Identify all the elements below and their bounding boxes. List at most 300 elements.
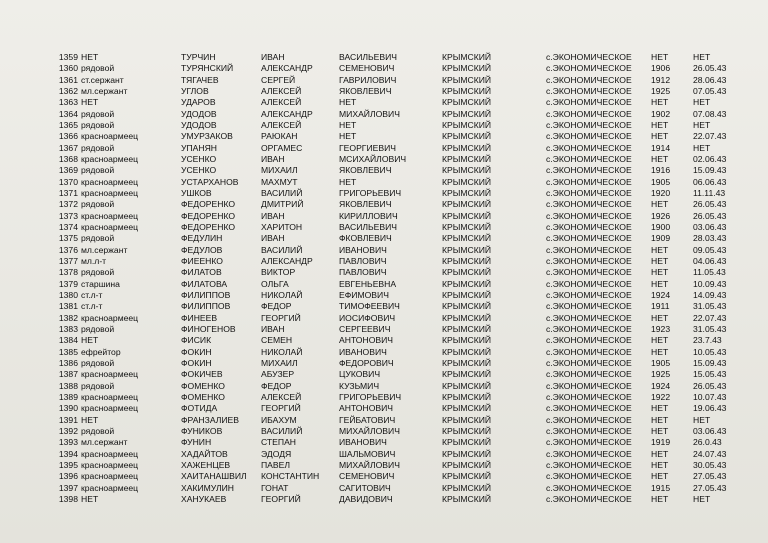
row-number: 1372 [58, 199, 78, 210]
birth-year: 1905 [651, 357, 671, 368]
village: с.ЭКОНОМИЧЕСКОЕ [546, 448, 632, 459]
list-row [0, 449, 768, 460]
surname: ФОТИДА [181, 403, 218, 414]
first-name: НИКОЛАЙ [261, 346, 303, 357]
date: 15.09.43 [693, 357, 727, 368]
birth-year: НЕТ [651, 346, 669, 357]
list-row [0, 347, 768, 358]
rank: рядовой [81, 357, 115, 368]
village: с.ЭКОНОМИЧЕСКОЕ [546, 346, 632, 357]
village: с.ЭКОНОМИЧЕСКОЕ [546, 120, 632, 130]
patronymic: ФЕДОРОВИЧ [339, 357, 394, 368]
list-row [0, 335, 768, 346]
village: с.ЭКОНОМИЧЕСКОЕ [546, 176, 632, 187]
row-number: 1359 [58, 52, 78, 62]
first-name: ИВАН [261, 154, 285, 164]
rank: красноармеец [81, 369, 139, 380]
row-number: 1382 [58, 312, 78, 323]
birth-year: 1914 [651, 142, 671, 153]
surname: УПАНЯН [181, 142, 217, 153]
date: 22.07.43 [693, 312, 727, 323]
rank: ст.л-т [81, 301, 103, 312]
village: с.ЭКОНОМИЧЕСКОЕ [546, 278, 632, 289]
surname: ФЕДОРЕНКО [181, 210, 236, 221]
rank: рядовой [81, 63, 115, 74]
village: с.ЭКОНОМИЧЕСКОЕ [546, 301, 632, 312]
rank: красноармеец [81, 403, 139, 414]
patronymic: ГРИГОРЬЕВИЧ [339, 391, 402, 402]
patronymic: ГЕЙБАТОВИЧ [339, 414, 396, 425]
rank: красноармеец [81, 154, 139, 164]
first-name: АЛЕКСАНДР [261, 255, 313, 266]
date: 30.05.43 [693, 459, 727, 470]
date: 28.03.43 [693, 233, 727, 244]
first-name: МИХАИЛ [261, 357, 298, 368]
birth-year: НЕТ [651, 278, 669, 289]
district: КРЫМСКИЙ [442, 97, 492, 108]
first-name: ДМИТРИЙ [261, 199, 304, 210]
rank: красноармеец [81, 471, 139, 482]
patronymic: МИХАЙЛОВИЧ [339, 108, 400, 119]
row-number: 1375 [58, 233, 78, 244]
list-row [0, 301, 768, 312]
patronymic: ГАВРИЛОВИЧ [339, 74, 397, 85]
patronymic: ИВАНОВИЧ [339, 244, 387, 255]
district: КРЫМСКИЙ [442, 459, 492, 470]
village: с.ЭКОНОМИЧЕСКОЕ [546, 154, 632, 164]
birth-year: НЕТ [651, 154, 669, 164]
date: 26.05.43 [693, 63, 727, 74]
surname: ФУНИКОВ [181, 425, 223, 436]
row-number: 1376 [58, 244, 78, 255]
village: с.ЭКОНОМИЧЕСКОЕ [546, 210, 632, 221]
village: с.ЭКОНОМИЧЕСКОЕ [546, 425, 632, 436]
first-name: ИВАН [261, 233, 285, 244]
date: 04.06.43 [693, 255, 727, 266]
rank: красноармеец [81, 459, 139, 470]
district: КРЫМСКИЙ [442, 108, 492, 119]
rank: рядовой [81, 323, 115, 334]
first-name: ИВАН [261, 52, 285, 62]
row-number: 1369 [58, 165, 78, 176]
first-name: ИВАН [261, 210, 285, 221]
row-number: 1397 [58, 482, 78, 493]
date: 23.7.43 [693, 335, 722, 346]
row-number: 1361 [58, 74, 78, 85]
village: с.ЭКОНОМИЧЕСКОЕ [546, 244, 632, 255]
surname: УСЕНКО [181, 154, 217, 164]
patronymic: ЯКОВЛЕВИЧ [339, 199, 392, 210]
village: с.ЭКОНОМИЧЕСКОЕ [546, 289, 632, 300]
district: КРЫМСКИЙ [442, 176, 492, 187]
patronymic: ЦУКОВИЧ [339, 369, 381, 380]
list-row [0, 415, 768, 426]
list-row [0, 188, 768, 199]
patronymic: ЕВГЕНЬЕВНА [339, 278, 397, 289]
patronymic: КУЗЬМИЧ [339, 380, 380, 391]
first-name: ИВАН [261, 323, 285, 334]
district: КРЫМСКИЙ [442, 199, 492, 210]
surname: ФИНЕЕВ [181, 312, 218, 323]
rank: красноармеец [81, 210, 139, 221]
rank: рядовой [81, 267, 115, 278]
district: КРЫМСКИЙ [442, 210, 492, 221]
patronymic: ШАЛЬМОВИЧ [339, 448, 396, 459]
surname: УСТАРХАНОВ [181, 176, 239, 187]
row-number: 1374 [58, 221, 78, 232]
surname: ХАЖЕНЦЕВ [181, 459, 231, 470]
first-name: АЛЕКСЕЙ [261, 86, 302, 96]
patronymic: ИВАНОВИЧ [339, 437, 387, 448]
district: КРЫМСКИЙ [442, 267, 492, 278]
district: КРЫМСКИЙ [442, 312, 492, 323]
row-number: 1388 [58, 380, 78, 391]
first-name: ИБАХУМ [261, 414, 297, 425]
first-name: ВАСИЛИЙ [261, 188, 303, 198]
first-name: НИКОЛАЙ [261, 289, 303, 300]
birth-year: НЕТ [651, 131, 669, 142]
district: КРЫМСКИЙ [442, 278, 492, 289]
surname: ФЕДОРЕНКО [181, 199, 236, 210]
rank: мл.сержант [81, 437, 128, 448]
birth-year: 1912 [651, 74, 671, 85]
rank: красноармеец [81, 221, 139, 232]
birth-year: 1924 [651, 289, 671, 300]
patronymic: НЕТ [339, 176, 357, 187]
district: КРЫМСКИЙ [442, 165, 492, 176]
birth-year: 1925 [651, 86, 671, 96]
patronymic: ВАСИЛЬЕВИЧ [339, 221, 398, 232]
row-number: 1362 [58, 86, 78, 96]
village: с.ЭКОНОМИЧЕСКОЕ [546, 323, 632, 334]
village: с.ЭКОНОМИЧЕСКОЕ [546, 63, 632, 74]
rank: красноармеец [81, 176, 139, 187]
birth-year: 1905 [651, 176, 671, 187]
patronymic: МИХАЙЛОВИЧ [339, 425, 400, 436]
list-row [0, 245, 768, 256]
village: с.ЭКОНОМИЧЕСКОЕ [546, 255, 632, 266]
row-number: 1365 [58, 120, 78, 130]
birth-year: НЕТ [651, 471, 669, 482]
district: КРЫМСКИЙ [442, 380, 492, 391]
rank: красноармеец [81, 312, 139, 323]
rank: ст.сержант [81, 74, 124, 85]
row-number: 1367 [58, 142, 78, 153]
patronymic: КИРИЛЛОВИЧ [339, 210, 398, 221]
village: с.ЭКОНОМИЧЕСКОЕ [546, 369, 632, 380]
rank: НЕТ [81, 414, 99, 425]
rank: рядовой [81, 199, 115, 210]
list-row [0, 177, 768, 188]
rank: рядовой [81, 380, 115, 391]
list-row [0, 165, 768, 176]
list-row [0, 63, 768, 74]
village: с.ЭКОНОМИЧЕСКОЕ [546, 335, 632, 346]
village: с.ЭКОНОМИЧЕСКОЕ [546, 52, 632, 62]
rank: рядовой [81, 425, 115, 436]
list-row [0, 120, 768, 131]
list-row [0, 154, 768, 165]
village: с.ЭКОНОМИЧЕСКОЕ [546, 312, 632, 323]
surname: УДАРОВ [181, 97, 216, 108]
district: КРЫМСКИЙ [442, 493, 492, 504]
surname: УМУРЗАКОВ [181, 131, 233, 142]
row-number: 1384 [58, 335, 78, 346]
first-name: ВИКТОР [261, 267, 296, 278]
date: 31.05.43 [693, 323, 727, 334]
surname: УДОДОВ [181, 108, 217, 119]
birth-year: НЕТ [651, 267, 669, 278]
date: 26.05.43 [693, 210, 727, 221]
district: КРЫМСКИЙ [442, 131, 492, 142]
list-row [0, 403, 768, 414]
birth-year: НЕТ [651, 448, 669, 459]
birth-year: НЕТ [651, 403, 669, 414]
district: КРЫМСКИЙ [442, 335, 492, 346]
list-row [0, 233, 768, 244]
date: 02.06.43 [693, 154, 727, 164]
surname: ФОКИН [181, 346, 212, 357]
surname: ТУРЧИН [181, 52, 216, 62]
patronymic: СЕМЕНОВИЧ [339, 471, 395, 482]
list-row [0, 75, 768, 86]
date: 09.05.43 [693, 244, 727, 255]
list-row [0, 86, 768, 97]
date: 15.05.43 [693, 369, 727, 380]
date: НЕТ [693, 120, 711, 130]
first-name: СТЕПАН [261, 437, 297, 448]
patronymic: ВАСИЛЬЕВИЧ [339, 52, 398, 62]
date: 22.07.43 [693, 131, 727, 142]
village: с.ЭКОНОМИЧЕСКОЕ [546, 482, 632, 493]
row-number: 1381 [58, 301, 78, 312]
list-row [0, 256, 768, 267]
first-name: РАЮКАН [261, 131, 298, 142]
first-name: ЭДОДЯ [261, 448, 292, 459]
list-row [0, 199, 768, 210]
birth-year: 1915 [651, 482, 671, 493]
row-number: 1395 [58, 459, 78, 470]
surname: ФЕДОРЕНКО [181, 221, 236, 232]
list-row [0, 437, 768, 448]
date: 15.09.43 [693, 165, 727, 176]
birth-year: 1922 [651, 391, 671, 402]
district: КРЫМСКИЙ [442, 63, 492, 74]
birth-year: 1923 [651, 323, 671, 334]
list-row [0, 313, 768, 324]
surname: ФОМЕНКО [181, 380, 225, 391]
village: с.ЭКОНОМИЧЕСКОЕ [546, 97, 632, 108]
district: КРЫМСКИЙ [442, 425, 492, 436]
birth-year: 1919 [651, 437, 671, 448]
date: 11.11.43 [693, 188, 726, 198]
surname: ТЯГАЧЕВ [181, 74, 219, 85]
surname: ФОКИН [181, 357, 212, 368]
birth-year: НЕТ [651, 97, 669, 108]
surname: УСЕНКО [181, 165, 217, 176]
surname: ФИЛИППОВ [181, 301, 231, 312]
rank: НЕТ [81, 335, 99, 346]
rank: рядовой [81, 120, 115, 130]
village: с.ЭКОНОМИЧЕСКОЕ [546, 493, 632, 504]
district: КРЫМСКИЙ [442, 154, 492, 164]
date: НЕТ [693, 52, 711, 62]
date: 03.06.43 [693, 221, 727, 232]
patronymic: СЕРГЕЕВИЧ [339, 323, 391, 334]
row-number: 1379 [58, 278, 78, 289]
district: КРЫМСКИЙ [442, 188, 492, 198]
village: с.ЭКОНОМИЧЕСКОЕ [546, 188, 632, 198]
date: 26.05.43 [693, 380, 727, 391]
patronymic: СЕМЕНОВИЧ [339, 63, 395, 74]
row-number: 1368 [58, 154, 78, 164]
list-row [0, 426, 768, 437]
date: 06.06.43 [693, 176, 727, 187]
birth-year: НЕТ [651, 459, 669, 470]
first-name: АЛЕКСЕЙ [261, 120, 302, 130]
list-row [0, 97, 768, 108]
district: КРЫМСКИЙ [442, 403, 492, 414]
list-row [0, 279, 768, 290]
birth-year: НЕТ [651, 199, 669, 210]
surname: ФИЛАТОВ [181, 267, 222, 278]
first-name: АЛЕКСЕЙ [261, 391, 302, 402]
village: с.ЭКОНОМИЧЕСКОЕ [546, 108, 632, 119]
birth-year: 1900 [651, 221, 671, 232]
surname: ХАНУКАЕВ [181, 493, 227, 504]
birth-year: НЕТ [651, 425, 669, 436]
district: КРЫМСКИЙ [442, 471, 492, 482]
row-number: 1383 [58, 323, 78, 334]
village: с.ЭКОНОМИЧЕСКОЕ [546, 199, 632, 210]
surname: ФИНОГЕНОВ [181, 323, 236, 334]
rank: красноармеец [81, 131, 139, 142]
district: КРЫМСКИЙ [442, 369, 492, 380]
district: КРЫМСКИЙ [442, 301, 492, 312]
row-number: 1370 [58, 176, 78, 187]
village: с.ЭКОНОМИЧЕСКОЕ [546, 267, 632, 278]
surname: ФОКИЧЕВ [181, 369, 223, 380]
patronymic: ПАВЛОВИЧ [339, 255, 387, 266]
village: с.ЭКОНОМИЧЕСКОЕ [546, 459, 632, 470]
first-name: АЛЕКСАНДР [261, 63, 313, 74]
date: 07.05.43 [693, 86, 727, 96]
patronymic: НЕТ [339, 120, 357, 130]
district: КРЫМСКИЙ [442, 233, 492, 244]
village: с.ЭКОНОМИЧЕСКОЕ [546, 403, 632, 414]
date: 26.0.43 [693, 437, 722, 448]
first-name: ГЕОРГИЙ [261, 493, 301, 504]
list-row [0, 267, 768, 278]
row-number: 1391 [58, 414, 78, 425]
row-number: 1393 [58, 437, 78, 448]
village: с.ЭКОНОМИЧЕСКОЕ [546, 142, 632, 153]
patronymic: ЯКОВЛЕВИЧ [339, 165, 392, 176]
village: с.ЭКОНОМИЧЕСКОЕ [546, 74, 632, 85]
village: с.ЭКОНОМИЧЕСКОЕ [546, 391, 632, 402]
date: НЕТ [693, 493, 711, 504]
date: 26.05.43 [693, 199, 727, 210]
village: с.ЭКОНОМИЧЕСКОЕ [546, 437, 632, 448]
row-number: 1390 [58, 403, 78, 414]
district: КРЫМСКИЙ [442, 448, 492, 459]
district: КРЫМСКИЙ [442, 391, 492, 402]
first-name: МИХАИЛ [261, 165, 298, 176]
patronymic: САГИТОВИЧ [339, 482, 391, 493]
rank: ефрейтор [81, 346, 121, 357]
birth-year: 1916 [651, 165, 671, 176]
birth-year: 1924 [651, 380, 671, 391]
list-row [0, 290, 768, 301]
birth-year: НЕТ [651, 52, 669, 62]
patronymic: ИВАНОВИЧ [339, 346, 387, 357]
list-row [0, 52, 768, 63]
date: 14.09.43 [693, 289, 727, 300]
list-row [0, 392, 768, 403]
district: КРЫМСКИЙ [442, 482, 492, 493]
row-number: 1366 [58, 131, 78, 142]
surname: ФУНИН [181, 437, 212, 448]
rank: старшина [81, 278, 120, 289]
patronymic: МИХАЙЛОВИЧ [339, 459, 400, 470]
list-row [0, 381, 768, 392]
date: 27.05.43 [693, 482, 727, 493]
first-name: ОРГАМЕС [261, 142, 303, 153]
rank: рядовой [81, 108, 115, 119]
rank: мл.сержант [81, 86, 128, 96]
surname: ХАДАЙТОВ [181, 448, 228, 459]
first-name: МАХМУТ [261, 176, 298, 187]
row-number: 1380 [58, 289, 78, 300]
row-number: 1387 [58, 369, 78, 380]
row-number: 1398 [58, 493, 78, 504]
first-name: ВАСИЛИЙ [261, 244, 303, 255]
surname: УГЛОВ [181, 86, 209, 96]
birth-year: НЕТ [651, 414, 669, 425]
date: НЕТ [693, 414, 711, 425]
patronymic: ЯКОВЛЕВИЧ [339, 86, 392, 96]
row-number: 1396 [58, 471, 78, 482]
first-name: ФЕДОР [261, 380, 292, 391]
rank: рядовой [81, 142, 115, 153]
surname: ФИЕЕНКО [181, 255, 223, 266]
district: КРЫМСКИЙ [442, 323, 492, 334]
first-name: ФЕДОР [261, 301, 292, 312]
rank: мл.л-т [81, 255, 107, 266]
patronymic: ПАВЛОВИЧ [339, 267, 387, 278]
birth-year: НЕТ [651, 255, 669, 266]
date: 27.05.43 [693, 471, 727, 482]
row-number: 1385 [58, 346, 78, 357]
list-row [0, 222, 768, 233]
birth-year: НЕТ [651, 493, 669, 504]
row-number: 1373 [58, 210, 78, 221]
rank: рядовой [81, 233, 115, 244]
district: КРЫМСКИЙ [442, 346, 492, 357]
patronymic: ИОСИФОВИЧ [339, 312, 396, 323]
birth-year: 1926 [651, 210, 671, 221]
district: КРЫМСКИЙ [442, 86, 492, 96]
first-name: СЕРГЕЙ [261, 74, 296, 85]
first-name: АЛЕКСАНДР [261, 108, 313, 119]
list-row [0, 143, 768, 154]
district: КРЫМСКИЙ [442, 74, 492, 85]
surname: УШКОВ [181, 188, 212, 198]
surname: ФЕДУЛИН [181, 233, 223, 244]
list-row [0, 211, 768, 222]
date: 03.06.43 [693, 425, 727, 436]
date: 10.05.43 [693, 346, 727, 357]
